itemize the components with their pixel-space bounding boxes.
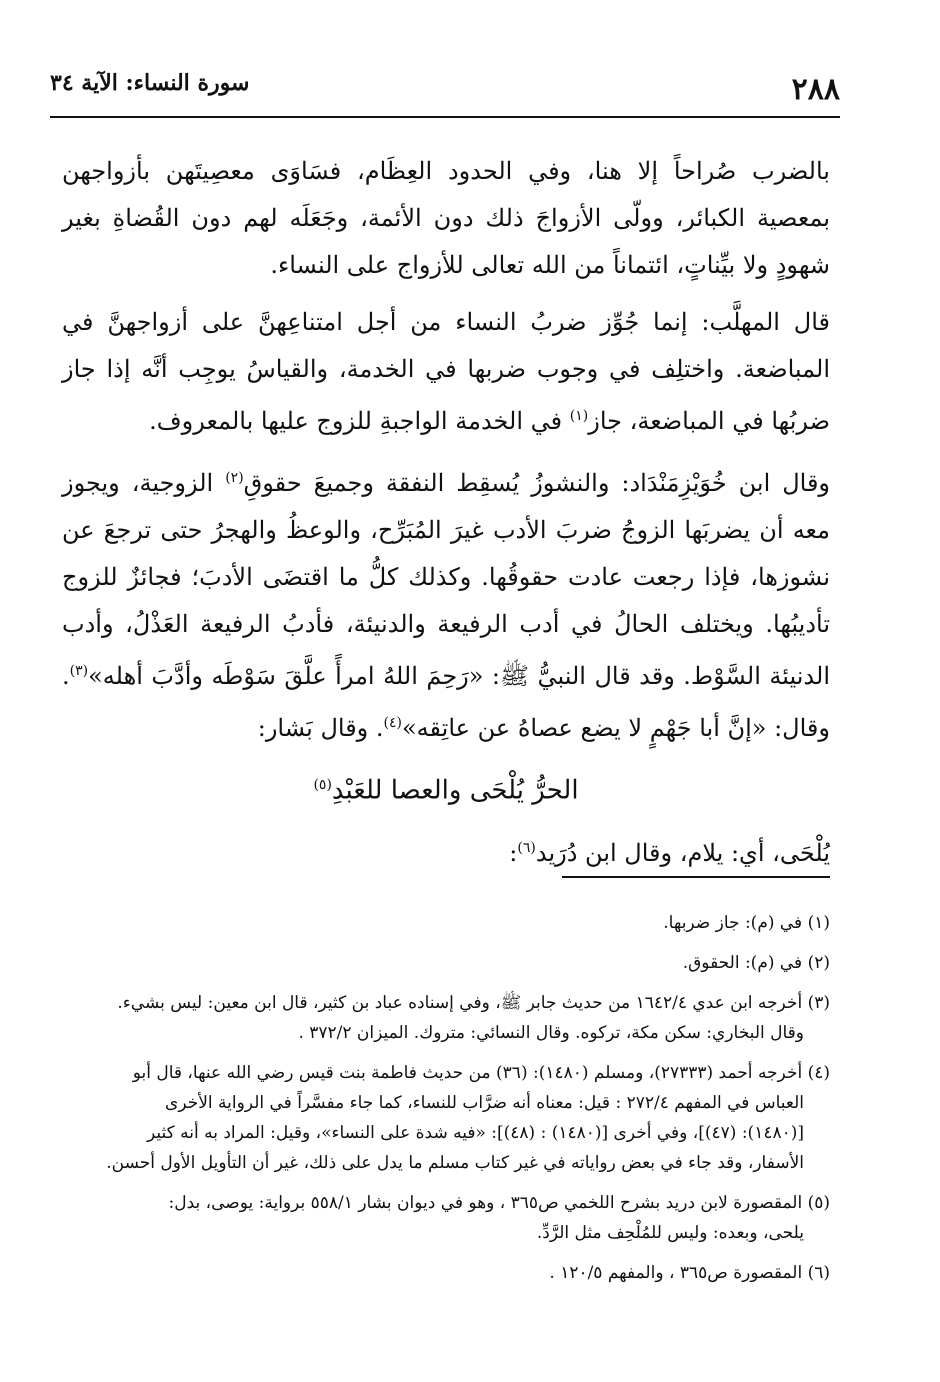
footnote-4-line-1: (٤) أخرجه أحمد (٢٧٣٣٣)، ومسلم (١٤٨٠): (٣٦) من حديث فاطمة بنت قيس رضي الله عنها، قال أبو [132, 1063, 830, 1083]
footnote-marker-2: (٢) [225, 470, 244, 486]
paragraph-4-text-b: : [509, 838, 518, 867]
running-title: سورة النساء: الآية ٣٤ [50, 70, 250, 96]
footnote-marker-3: (٣) [69, 663, 89, 679]
paragraph-2-text-a: قال المهلَّب: إنما جُوِّز ضربُ النساء من أجل امتناعِهنَّ على أزواجهنَّ في المباضعة. واختلِف في وجوب ضربها في الخدمة، والقياسُ يوجِب أنَّه إذا جاز ضربُها في المباضعة، جاز [62, 308, 830, 435]
paragraph-3-text-a: وقال ابن خُوَيْزِمَنْدَاد: والنشوزُ يُسقِط النفقة وجميعَ حقوقِ [243, 469, 831, 497]
footnote-1: (١) في (م): جاز ضربها. [663, 913, 830, 933]
poetry-verse [62, 762, 830, 815]
footnote-separator [562, 876, 830, 878]
footnote-4-line-2: العباس في المفهم ٢٧٢/٤ : قيل: معناه أنه ضرَّاب للنساء، كما جاء مفسَّراً في الرواية الأخرى [165, 1093, 804, 1113]
paragraph-1: بالضرب صُراحاً إلا هنا، وفي الحدود العِظَام، فسَاوَى معصِيتَهن بأزواجهن بمعصية الكبائر، وولّى الأزواجَ ذلك دون الأئمة، وجَعَلَه لهم دون القُضاةِ بغير شهودٍ ولا بيِّناتٍ، ائتماناً من الله تعالى للأزواج على النساء. [62, 157, 830, 279]
paragraph-4-text-a: يُلْحَى، أي: يلام، وقال ابن دُرَيد [535, 838, 830, 867]
paragraph-3-text-b: الزوجية، ويجوز معه أن يضربَها الزوجُ ضربَ الأدب غيرَ المُبَرِّح، والوعظُ والهجرُ حتى ترجعَ عن نشوزها، فإذا رجعت عادت حقوقُها. وكذلك كلُّ ما اقتضَى الأدبَ؛ فجائزٌ للزوج تأديبُها. ويختلف الحالُ في أدب الرفيعة والدنيئة، فأدبُ الرفيعة العَذْلُ، وأدب الدنيئة السَّوْط. وقد قال النبيُّ ﷺ: «رَحِمَ اللهُ امرأً علَّقَ سَوْطَه وأدَّبَ أهله» [62, 469, 830, 690]
footnote-5-line-1: (٥) المقصورة لابن دريد بشرح اللخمي ص٣٦٥ ، وهو في ديوان بشار ٥٥٨/١ برواية: يوصى، بدل: [168, 1193, 830, 1213]
footnote-4-line-4: الأسفار، وقد جاء في بعض رواياته في غير كتاب مسلم ما يدل على ذلك، غير أن التأويل الأول أحسن. [106, 1153, 804, 1173]
paragraph-4 [62, 825, 830, 877]
paragraph-2-text-b: في الخدمة الواجبةِ للزوج عليها بالمعروف. [149, 407, 570, 435]
paragraph-3-text-c: . وقال: «إنَّ أبا جَهْمٍ لا يضع عصاهُ عن عاتِقه» [62, 662, 830, 742]
page-number: ٢٨٨ [791, 72, 840, 107]
footnote-5 [62, 1188, 830, 1248]
footnote-marker-5: (٥) [313, 777, 332, 793]
footnote-4 [62, 1058, 830, 1178]
paragraph-3 [62, 455, 830, 752]
footnote-3-line-1: (٣) أخرجه ابن عدي ١٦٤٢/٤ من حديث جابر ﷺ، وفي إسناده عباد بن كثير، قال ابن معين: ليس بشيء. [117, 993, 830, 1013]
paragraph-2 [62, 299, 830, 445]
footnote-3-line-2: وقال البخاري: سكن مكة، تركوه. وقال النسائي: متروك. الميزان ٣٧٢/٢ . [298, 1023, 804, 1043]
page-header [50, 60, 840, 118]
verse-text: الحرُّ يُلْحَى والعصا للعَبْدِ [331, 775, 579, 806]
footnote-3 [62, 988, 830, 1048]
footnote-marker-1: (١) [569, 408, 589, 424]
footnote-6: (٦) المقصورة ص٣٦٥ ، والمفهم ١٢٠/٥ . [549, 1263, 830, 1283]
main-text [62, 148, 830, 887]
footnote-marker-4: (٤) [383, 715, 402, 731]
footnote-marker-6: (٦) [517, 839, 536, 856]
paragraph-3-text-d: . وقال بَشار: [257, 714, 384, 742]
footnote-4-line-3: [(١٤٨٠): (٤٧)]، وفي أخرى [(١٤٨٠) : (٤٨)]: «فيه شدة على النساء»، وقيل: المراد به أنه كثير [146, 1123, 804, 1143]
footnote-5-line-2: يلحى، وبعده: وليس للمُلْحِف مثل الرَّدِّ. [536, 1223, 804, 1243]
footnote-2: (٢) في (م): الحقوق. [682, 953, 830, 973]
footnotes [62, 908, 830, 1298]
